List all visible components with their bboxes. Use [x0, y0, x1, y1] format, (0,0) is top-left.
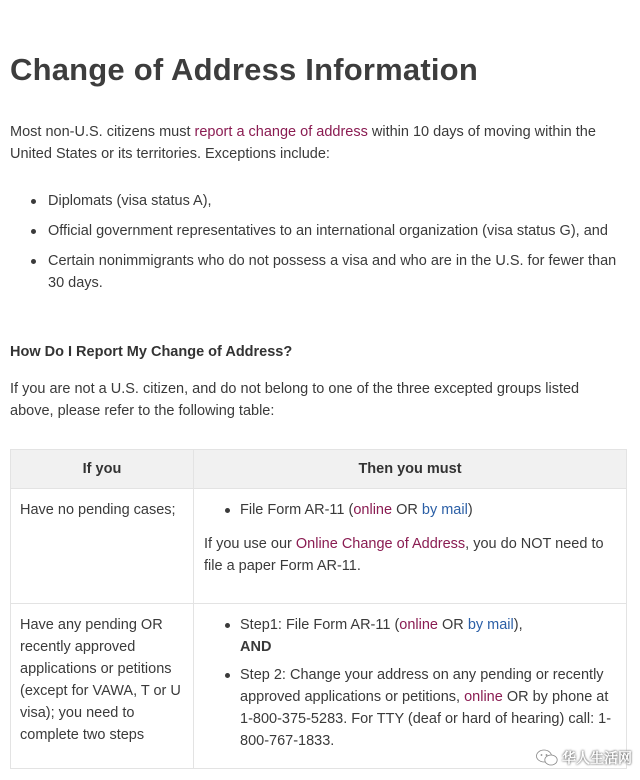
row2-condition: Have any pending OR recently approved applications or petitions (except for VAWA, T or U visa); you need to complete two steps — [11, 604, 194, 769]
list-item — [204, 614, 616, 658]
row1-condition: Have no pending cases; — [11, 489, 194, 604]
note-text-before: If you use our — [204, 536, 296, 552]
table-header-row — [11, 450, 627, 489]
intro-text-after: within 10 days of moving within the United States or its territories. Exceptions include: — [10, 124, 596, 162]
header-if-you: If you — [11, 450, 194, 489]
list-item — [204, 499, 616, 521]
or-text: OR — [438, 617, 468, 633]
refer-paragraph: If you are not a U.S. citizen, and do not belong to one of the three excepted groups listed above, please refer to the following table: — [10, 381, 580, 419]
and-label: AND — [240, 639, 272, 655]
wechat-icon — [536, 749, 558, 767]
row1-action — [194, 489, 627, 604]
howto-heading: How Do I Report My Change of Address? — [10, 344, 293, 360]
online-link[interactable]: online — [353, 502, 393, 518]
intro-paragraph — [10, 121, 622, 165]
table-row — [11, 489, 627, 604]
or-text: OR — [392, 502, 422, 518]
table-row — [11, 604, 627, 769]
online-link[interactable]: online — [464, 689, 503, 705]
note-text-after: , you do NOT need to file a paper Form AR-11. — [204, 536, 604, 574]
list-item: Official government representatives to an international organization (visa status G), and — [10, 220, 625, 242]
watermark-text: 华人生活网 — [562, 750, 632, 766]
list-item: Certain nonimmigrants who do not possess a visa and who are in the U.S. for fewer than 30 days. — [10, 250, 625, 294]
paren-close: ) — [467, 502, 473, 518]
step1-text: Step1: File Form AR-11 — [240, 617, 395, 633]
exceptions-list — [10, 190, 625, 302]
paren-close: ), — [513, 617, 523, 633]
online-change-of-address-link[interactable]: Online Change of Address — [295, 536, 466, 552]
list-item — [204, 664, 616, 752]
watermark — [536, 748, 632, 768]
list-item: Diplomats (visa status A), — [10, 190, 625, 212]
intro-text-before: Most non-U.S. citizens must — [10, 124, 195, 140]
by-mail-link[interactable]: by mail — [467, 617, 514, 633]
step2-text: Step 2: Change your address on any pending or recently approved applications or petitions, — [240, 667, 604, 705]
row2-action — [194, 604, 627, 769]
report-change-of-address-link[interactable]: report a change of address — [194, 124, 368, 140]
file-form-text: File Form AR-11 — [240, 502, 349, 518]
online-change-note — [204, 533, 616, 577]
online-link[interactable]: online — [399, 617, 438, 633]
step2-phone-text: OR by phone at 1-800-375-5283. For TTY (deaf or hard of hearing) call: 1-800-767-1833. — [240, 689, 612, 749]
requirements-table — [10, 449, 627, 769]
paren-open: ( — [348, 502, 354, 518]
page-title: Change of Address Information — [10, 52, 478, 87]
header-then-you-must: Then you must — [194, 450, 627, 489]
by-mail-link[interactable]: by mail — [421, 502, 468, 518]
paren-open: ( — [394, 617, 400, 633]
